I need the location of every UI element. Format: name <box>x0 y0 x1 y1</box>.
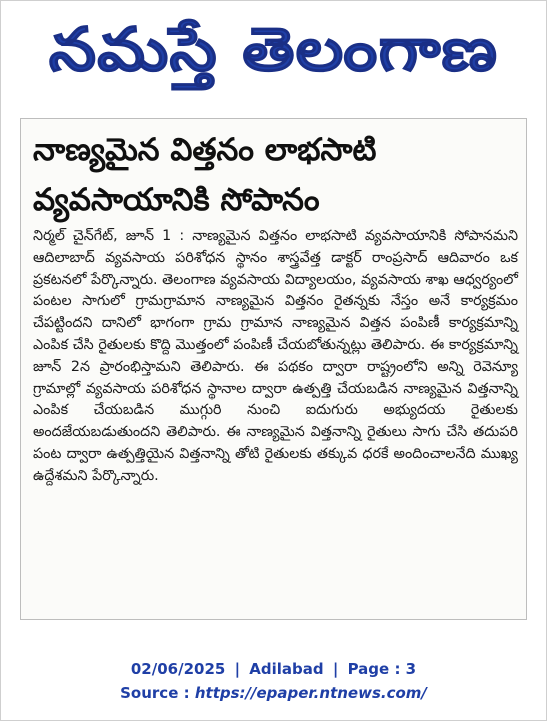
footer-meta-line <box>0 657 547 681</box>
footer-edition: Adilabad <box>249 660 324 678</box>
footer-separator: | <box>234 660 241 678</box>
footer-source-line <box>0 681 547 705</box>
article-clipping <box>20 118 527 620</box>
masthead-title: నమస్తే తెలంగాణ <box>48 15 499 85</box>
article-headline <box>33 125 518 225</box>
footer-source-label: Source : <box>120 684 190 702</box>
newspaper-masthead <box>0 2 547 102</box>
footer-source-link[interactable]: https://epaper.ntnews.com/ <box>194 684 427 702</box>
headline-line-2: వ్యవసాయానికి సోపానం <box>33 182 320 218</box>
footer-separator: | <box>332 660 339 678</box>
clipping-footer <box>0 657 547 705</box>
article-body: నిర్మల్ చైన్‌గేట్, జూన్ 1 : నాణ్యమైన విత్తనం లాభసాటి వ్యవసాయానికి సోపానమని ఆదిలాబాద్ వ్యవసాయ పరిశోధన స్థానం శాస్త్రవేత్త డాక్టర్ రాంప్రసాద్ ఆదివారం ఒక ప్రకటనలో పేర్కొన్నారు. తెలంగాణ వ్యవసాయ విద్యాలయం, వ్యవసాయ శాఖ ఆధ్వర్యంలో పంటల సాగులో గ్రామగ్రామాన నాణ్యమైన విత్తనం రైతన్నకు నేస్తం అనే కార్యక్రమం చేపట్టిందని దానిలో భాగంగా గ్రామ గ్రామాన నాణ్యమైన విత్తన పంపిణీ కార్యక్రమాన్ని ఎంపిక చేసి రైతులకు కొద్ది మొత్తంలో పంపిణీ చేయబోతున్నట్లు తెలిపారు. ఈ కార్యక్రమాన్ని జూన్ 2న ప్రారంభిస్తామని తెలిపారు. ఈ పథకం ద్వారా రాష్ట్రంలోని అన్ని రెవెన్యూ గ్రామాల్లో వ్యవసాయ పరిశోధన స్థానాల ద్వారా ఉత్పత్తి చేయబడిన నాణ్యమైన విత్తనాన్ని ఎంపిక చేయబడిన ముగ్గురి నుంచి ఐదుగురు అభ్యుదయ రైతులకు అందజేయబడుతుందని తెలిపారు. ఈ నాణ్యమైన విత్తనాన్ని రైతులు సాగు చేసి తదుపరి పంట ద్వారా ఉత్పత్తియైన విత్తనాన్ని తోటి రైతులకు తక్కువ ధరకే అందించాలనేది ముఖ్య ఉద్దేశమని పేర్కొన్నారు. <box>33 228 518 484</box>
footer-date: 02/06/2025 <box>130 660 226 678</box>
headline-line-1: నాణ్యమైన విత్తనం లాభసాటి <box>33 132 377 168</box>
footer-page: Page : 3 <box>347 660 417 678</box>
